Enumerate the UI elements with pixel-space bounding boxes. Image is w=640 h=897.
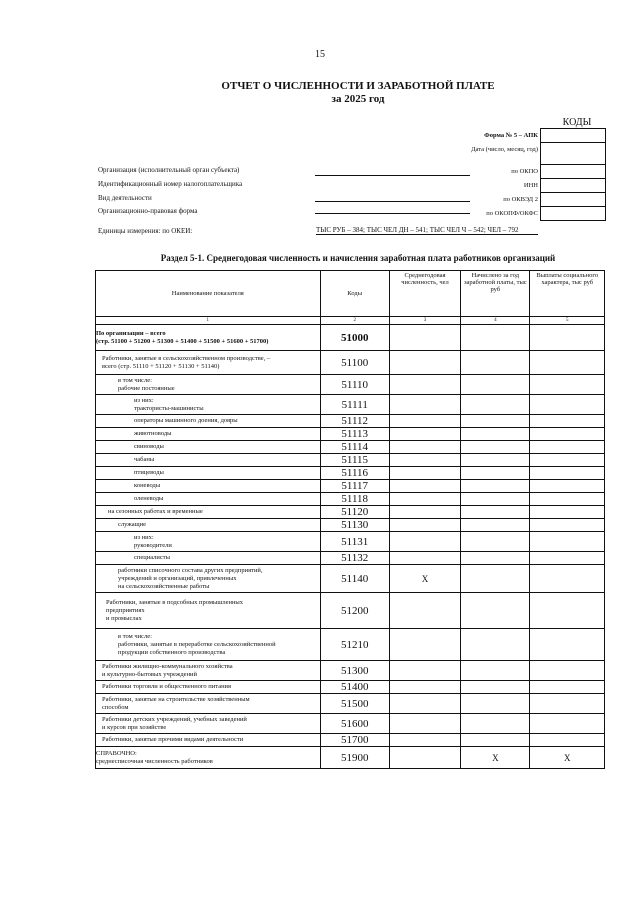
row-name xyxy=(96,428,321,441)
inn-box[interactable] xyxy=(540,178,606,193)
row-value-c5[interactable] xyxy=(530,552,605,565)
row-value-c5[interactable] xyxy=(530,480,605,493)
row-value-c4[interactable] xyxy=(461,519,530,532)
row-value-c4[interactable] xyxy=(461,565,530,593)
table-row xyxy=(96,714,605,734)
row-value-c4[interactable] xyxy=(461,629,530,661)
row-value-c3[interactable] xyxy=(389,506,460,519)
row-value-c3[interactable] xyxy=(389,428,460,441)
row-code: 51210 xyxy=(320,629,389,661)
codes-header: КОДЫ xyxy=(550,117,604,129)
row-value-c4[interactable] xyxy=(461,467,530,480)
okved-box[interactable] xyxy=(540,192,606,207)
row-code: 51130 xyxy=(320,519,389,532)
row-value-c4[interactable] xyxy=(461,428,530,441)
header-headcount: Среднегодовая численность, чел xyxy=(389,271,460,317)
row-name-text: свиноводы xyxy=(134,443,164,450)
row-code: 51132 xyxy=(320,552,389,565)
row-value-c5[interactable] xyxy=(530,629,605,661)
row-code: 51100 xyxy=(320,351,389,375)
table-row xyxy=(96,565,605,593)
table-row xyxy=(96,552,605,565)
row-value-c5[interactable] xyxy=(530,565,605,593)
row-code: 51114 xyxy=(320,441,389,454)
row-value-c5[interactable] xyxy=(530,351,605,375)
row-value-c3[interactable] xyxy=(389,454,460,467)
units-label: Единицы измерения: по ОКЕИ: xyxy=(98,227,193,235)
row-value-c5[interactable] xyxy=(530,681,605,694)
activity-field[interactable] xyxy=(315,201,470,202)
table-row xyxy=(96,441,605,454)
col-number: 5 xyxy=(530,317,605,325)
row-value-c3[interactable] xyxy=(389,552,460,565)
row-code: 51400 xyxy=(320,681,389,694)
row-value-c3[interactable] xyxy=(389,395,460,415)
row-name-text: работники списочного состава других предприятий, учреждений и организаций, привлеченных на сельскохозяйственные работы xyxy=(118,566,263,590)
row-name-text: животноводы xyxy=(134,430,172,437)
table-row xyxy=(96,493,605,506)
okopf-box[interactable] xyxy=(540,206,606,221)
row-value-c3[interactable] xyxy=(389,493,460,506)
row-value-c5[interactable] xyxy=(530,493,605,506)
row-value-c4[interactable] xyxy=(461,325,530,351)
row-value-c4[interactable] xyxy=(461,694,530,714)
row-value-c3[interactable] xyxy=(389,415,460,428)
table-row xyxy=(96,661,605,681)
row-name-text: оленеводы xyxy=(134,495,164,502)
table-row xyxy=(96,519,605,532)
row-code: 51113 xyxy=(320,428,389,441)
row-name-text: из них: трактористы-машинисты xyxy=(134,396,204,412)
row-value-c3[interactable] xyxy=(389,375,460,395)
row-value-c4[interactable] xyxy=(461,532,530,552)
row-name xyxy=(96,629,321,661)
row-value-c5[interactable] xyxy=(530,506,605,519)
row-value-c5[interactable] xyxy=(530,441,605,454)
legal-form-field[interactable] xyxy=(315,213,470,214)
units-value: ТЫС РУБ – 384; ТЫС ЧЕЛ ДН – 541; ТЫС ЧЕЛ Ч – 542; ЧЕЛ – 792 xyxy=(316,226,538,235)
row-code: 51116 xyxy=(320,467,389,480)
form-label: Форма № 5 – АПК xyxy=(484,132,538,139)
row-name xyxy=(96,506,321,519)
row-name xyxy=(96,415,321,428)
row-code: 51131 xyxy=(320,532,389,552)
row-code: 51111 xyxy=(320,395,389,415)
row-value-c3[interactable] xyxy=(389,532,460,552)
table-row xyxy=(96,532,605,552)
row-code: 51700 xyxy=(320,734,389,747)
row-value-c3[interactable] xyxy=(389,747,460,769)
row-name-text: Работники, занятые прочими видами деятельности xyxy=(102,736,244,743)
row-value-c3[interactable] xyxy=(389,681,460,694)
row-name xyxy=(96,565,321,593)
row-code: 51112 xyxy=(320,415,389,428)
row-value-c4[interactable] xyxy=(461,480,530,493)
table-row xyxy=(96,480,605,493)
header-indicator: Наименование показателя xyxy=(96,271,321,317)
row-value-c5[interactable] xyxy=(530,395,605,415)
row-name xyxy=(96,395,321,415)
inn-field-label: Идентификационный номер налогоплательщика xyxy=(98,180,243,188)
row-name xyxy=(96,441,321,454)
row-code: 51115 xyxy=(320,454,389,467)
row-value-c4[interactable] xyxy=(461,681,530,694)
table-row xyxy=(96,395,605,415)
table-row xyxy=(96,454,605,467)
row-value-c5[interactable] xyxy=(530,375,605,395)
row-name xyxy=(96,519,321,532)
row-code: 51117 xyxy=(320,480,389,493)
row-name xyxy=(96,661,321,681)
report-table xyxy=(95,270,605,769)
row-value-c4[interactable] xyxy=(461,415,530,428)
okopf-label: по ОКОПФ/ОКФС xyxy=(486,210,538,217)
row-value-c3[interactable]: X xyxy=(389,565,460,593)
col-number: 1 xyxy=(96,317,321,325)
row-code: 51120 xyxy=(320,506,389,519)
row-name-text: Работники, занятые в подсобных промышленных предприятиях и промыслах xyxy=(106,598,244,622)
row-value-c3[interactable] xyxy=(389,593,460,629)
row-value-c5[interactable] xyxy=(530,454,605,467)
row-value-c3[interactable] xyxy=(389,714,460,734)
row-name xyxy=(96,714,321,734)
row-name-text: служащие xyxy=(118,521,147,528)
table-row xyxy=(96,428,605,441)
row-value-c5[interactable] xyxy=(530,428,605,441)
row-name-text: Работники торговли и общественного питания xyxy=(102,683,232,690)
row-name-text: Работники жилищно-коммунального хозяйства и культурно-бытовых учреждений xyxy=(102,662,233,678)
table-row xyxy=(96,506,605,519)
row-name xyxy=(96,351,321,375)
row-value-c3[interactable] xyxy=(389,734,460,747)
row-name xyxy=(96,454,321,467)
col-number: 4 xyxy=(461,317,530,325)
row-name-text: Работники, занятые на строительстве хозяйственным способом xyxy=(102,695,250,711)
row-value-c4[interactable] xyxy=(461,375,530,395)
row-value-c5[interactable] xyxy=(530,467,605,480)
activity-label: Вид деятельности xyxy=(98,194,152,202)
row-value-c3[interactable] xyxy=(389,661,460,681)
row-value-c3[interactable] xyxy=(389,480,460,493)
row-value-c4[interactable] xyxy=(461,506,530,519)
row-value-c4[interactable] xyxy=(461,351,530,375)
row-value-c5[interactable] xyxy=(530,734,605,747)
col-number: 2 xyxy=(320,317,389,325)
header-code: Коды xyxy=(320,271,389,317)
report-title: ОТЧЕТ О ЧИСЛЕННОСТИ И ЗАРАБОТНОЙ ПЛАТЕ xyxy=(221,80,495,92)
row-value-c4[interactable] xyxy=(461,714,530,734)
row-value-c5[interactable] xyxy=(530,714,605,734)
row-value-c3[interactable] xyxy=(389,325,460,351)
row-value-c3[interactable] xyxy=(389,694,460,714)
row-code: 51110 xyxy=(320,375,389,395)
legal-form-label: Организационно-правовая форма xyxy=(98,207,198,215)
form-code-box[interactable] xyxy=(540,128,606,143)
row-code: 51500 xyxy=(320,694,389,714)
row-value-c3[interactable] xyxy=(389,441,460,454)
row-value-c4[interactable] xyxy=(461,493,530,506)
row-value-c5[interactable] xyxy=(530,415,605,428)
row-name xyxy=(96,493,321,506)
row-value-c5[interactable] xyxy=(530,661,605,681)
okpo-label: по ОКПО xyxy=(511,168,538,175)
section-title: Раздел 5-1. Среднегодовая численность и начисления заработная плата работников организаций xyxy=(160,253,556,263)
row-code: 51000 xyxy=(320,325,389,351)
row-code: 51900 xyxy=(320,747,389,769)
row-value-c5[interactable] xyxy=(530,593,605,629)
row-name-text: специалисты xyxy=(134,554,170,561)
row-code: 51600 xyxy=(320,714,389,734)
row-code: 51140 xyxy=(320,565,389,593)
header-salary: Начислено за год заработной платы, тыс руб xyxy=(461,271,530,317)
row-value-c3[interactable] xyxy=(389,467,460,480)
row-name xyxy=(96,480,321,493)
table-row xyxy=(96,629,605,661)
row-value-c4[interactable] xyxy=(461,661,530,681)
organization-field[interactable] xyxy=(315,175,470,176)
table-row xyxy=(96,415,605,428)
row-value-c5[interactable] xyxy=(530,519,605,532)
row-name-text: на сезонных работах и временные xyxy=(108,508,203,515)
date-label: Дата (число, месяц, год) xyxy=(471,146,538,153)
row-value-c4[interactable] xyxy=(461,395,530,415)
row-name-text: птицеводы xyxy=(134,469,164,476)
row-name xyxy=(96,681,321,694)
table-row xyxy=(96,467,605,480)
row-name xyxy=(96,375,321,395)
report-subtitle: за 2025 год xyxy=(331,93,385,105)
row-name-text: в том числе: работники, занятые в переработке сельскохозяйственной продукции собственного производства xyxy=(118,632,276,656)
row-name-text: чабаны xyxy=(134,456,155,463)
inn-label: ИНН xyxy=(523,182,538,189)
table-row xyxy=(96,375,605,395)
row-value-c4[interactable] xyxy=(461,552,530,565)
row-value-c4[interactable] xyxy=(461,593,530,629)
row-value-c4[interactable]: X xyxy=(461,747,530,769)
date-box[interactable] xyxy=(540,142,606,165)
row-name xyxy=(96,325,321,351)
organization-label: Организация (исполнительный орган субъекта) xyxy=(98,166,240,174)
row-value-c3[interactable] xyxy=(389,519,460,532)
row-name-text: из них: руководители xyxy=(134,533,172,549)
row-name xyxy=(96,747,321,769)
row-name-text: Работники, занятые в сельскохозяйственном производстве, – всего (стр. 51110 + 51120 + 51130 + 51140) xyxy=(102,354,271,370)
table-row xyxy=(96,734,605,747)
row-name xyxy=(96,593,321,629)
row-name-text: в том числе: рабочие постоянные xyxy=(118,376,175,392)
row-value-c3[interactable] xyxy=(389,629,460,661)
row-name-text: Работники детских учреждений, учебных заведений и курсов при хозяйстве xyxy=(102,715,247,731)
row-name xyxy=(96,694,321,714)
row-name-text: операторы машинного доения, дояры xyxy=(134,417,238,424)
table-row xyxy=(96,747,605,769)
row-value-c5[interactable] xyxy=(530,325,605,351)
row-value-c5[interactable] xyxy=(530,532,605,552)
row-value-c4[interactable] xyxy=(461,454,530,467)
table-row xyxy=(96,325,605,351)
okved-label: по ОКВЭД 2 xyxy=(503,196,538,203)
page-number: 15 xyxy=(315,49,325,60)
row-name-text: По организации – всего (стр. 51100 + 51200 + 51300 + 51400 + 51500 + 51600 + 51700) xyxy=(96,329,269,345)
row-value-c4[interactable] xyxy=(461,734,530,747)
row-name-text: СПРАВОЧНО: среднесписочная численность работников xyxy=(96,749,213,765)
row-name xyxy=(96,552,321,565)
header-social: Выплаты социального характера, тыс руб xyxy=(530,271,605,317)
table-row xyxy=(96,593,605,629)
row-value-c4[interactable] xyxy=(461,441,530,454)
table-row xyxy=(96,694,605,714)
row-value-c5[interactable]: X xyxy=(530,747,605,769)
row-code: 51118 xyxy=(320,493,389,506)
col-number: 3 xyxy=(389,317,460,325)
row-name xyxy=(96,734,321,747)
table-row xyxy=(96,351,605,375)
okpo-box[interactable] xyxy=(540,164,606,179)
row-name xyxy=(96,467,321,480)
row-name xyxy=(96,532,321,552)
table-row xyxy=(96,681,605,694)
row-value-c3[interactable] xyxy=(389,351,460,375)
row-code: 51300 xyxy=(320,661,389,681)
row-value-c5[interactable] xyxy=(530,694,605,714)
row-name-text: коневоды xyxy=(134,482,161,489)
row-code: 51200 xyxy=(320,593,389,629)
